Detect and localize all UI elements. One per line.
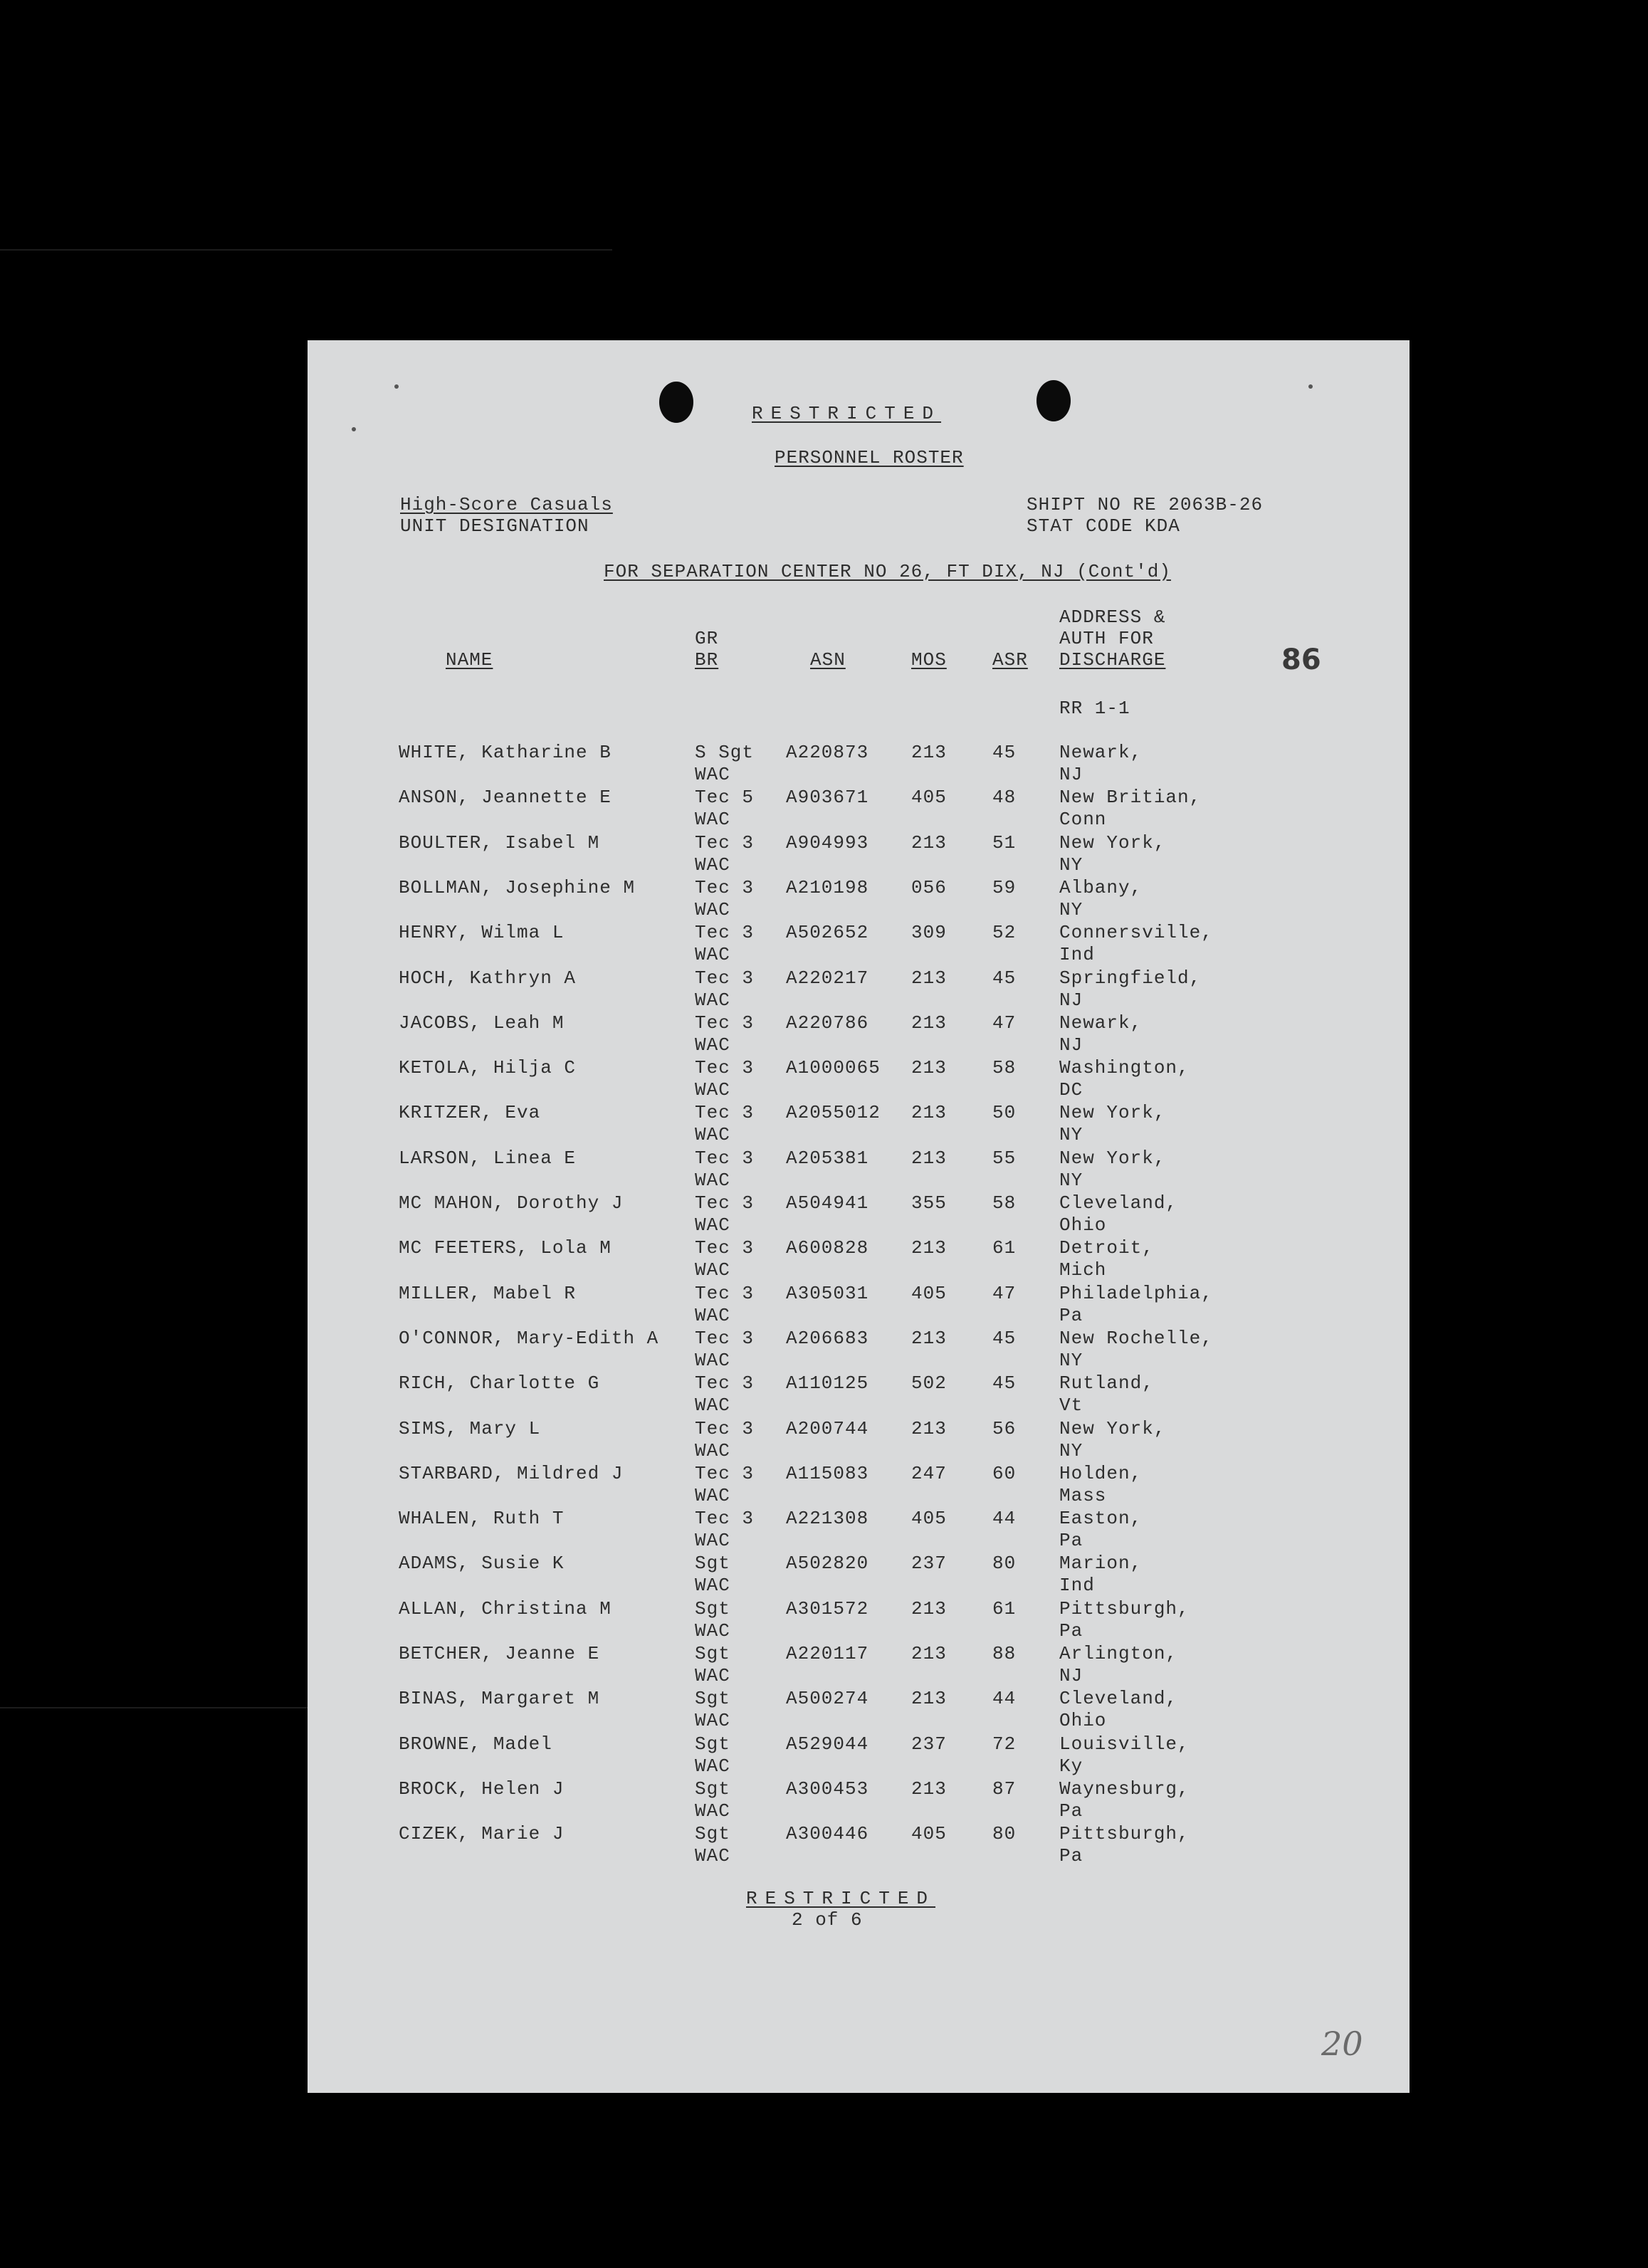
row-grade: Tec 3 bbox=[695, 1372, 755, 1395]
row-mos: 213 bbox=[911, 967, 947, 989]
row-name: RICH, Charlotte G bbox=[399, 1372, 600, 1395]
column-header-mos: MOS bbox=[911, 649, 947, 671]
row-asr: 58 bbox=[992, 1192, 1017, 1214]
row-asr: 56 bbox=[992, 1417, 1017, 1439]
row-city: Easton, bbox=[1059, 1508, 1143, 1530]
row-mos: 213 bbox=[911, 1597, 947, 1619]
row-state: Mich bbox=[1059, 1259, 1107, 1281]
row-city: New York, bbox=[1059, 1417, 1166, 1439]
table-row bbox=[308, 1418, 1410, 1463]
column-header-branch: BR bbox=[695, 649, 719, 671]
row-state: NY bbox=[1059, 898, 1083, 920]
stat-code: STAT CODE KDA bbox=[1027, 515, 1180, 537]
row-asn: A200744 bbox=[786, 1417, 869, 1439]
paper-speck bbox=[352, 427, 356, 431]
table-row bbox=[308, 1328, 1410, 1372]
row-state: Ohio bbox=[1059, 1214, 1107, 1236]
row-asr: 44 bbox=[992, 1688, 1017, 1710]
column-header-address-1: ADDRESS & bbox=[1059, 607, 1166, 628]
unit-designation-label: UNIT DESIGNATION bbox=[400, 515, 589, 537]
row-asr: 44 bbox=[992, 1508, 1017, 1530]
row-asr: 52 bbox=[992, 922, 1017, 944]
row-asn: A220217 bbox=[786, 967, 869, 989]
row-asn: A504941 bbox=[786, 1192, 869, 1214]
shipment-number: SHIPT NO RE 2063B-26 bbox=[1027, 494, 1264, 515]
table-row bbox=[308, 1688, 1410, 1733]
row-city: Rutland, bbox=[1059, 1372, 1154, 1395]
row-branch: WAC bbox=[695, 944, 730, 966]
row-name: WHALEN, Ruth T bbox=[399, 1508, 565, 1530]
row-state: NY bbox=[1059, 1439, 1083, 1461]
row-state: Ind bbox=[1059, 944, 1095, 966]
row-name: WHITE, Katharine B bbox=[399, 742, 612, 763]
table-row bbox=[308, 922, 1410, 967]
table-row bbox=[308, 1148, 1410, 1192]
row-branch: WAC bbox=[695, 898, 730, 920]
row-state: Mass bbox=[1059, 1484, 1107, 1506]
row-city: Newark, bbox=[1059, 742, 1143, 763]
row-grade: Tec 3 bbox=[695, 1417, 755, 1439]
row-asr: 51 bbox=[992, 831, 1017, 854]
paper-speck bbox=[1308, 384, 1313, 389]
row-state: Pa bbox=[1059, 1304, 1083, 1326]
row-city: Detroit, bbox=[1059, 1237, 1154, 1259]
row-state: NY bbox=[1059, 1349, 1083, 1371]
row-name: BOULTER, Isabel M bbox=[399, 831, 600, 854]
row-city: Washington, bbox=[1059, 1057, 1190, 1079]
row-grade: Tec 3 bbox=[695, 1057, 755, 1079]
row-grade: Tec 3 bbox=[695, 1192, 755, 1214]
row-asr: 58 bbox=[992, 1057, 1017, 1079]
row-mos: 213 bbox=[911, 1778, 947, 1800]
row-branch: WAC bbox=[695, 854, 730, 876]
row-asn: A305031 bbox=[786, 1282, 869, 1304]
table-row bbox=[308, 1012, 1410, 1057]
row-asr: 47 bbox=[992, 1012, 1017, 1034]
row-asr: 80 bbox=[992, 1553, 1017, 1575]
row-asn: A500274 bbox=[786, 1688, 869, 1710]
row-name: ANSON, Jeannette E bbox=[399, 787, 612, 809]
row-mos: 213 bbox=[911, 831, 947, 854]
row-city: Philadelphia, bbox=[1059, 1282, 1213, 1304]
row-grade: Sgt bbox=[695, 1553, 730, 1575]
row-name: BROCK, Helen J bbox=[399, 1778, 565, 1800]
column-header-address-2: AUTH FOR bbox=[1059, 628, 1154, 649]
row-branch: WAC bbox=[695, 1710, 730, 1732]
row-name: KETOLA, Hilja C bbox=[399, 1057, 577, 1079]
row-mos: 213 bbox=[911, 1102, 947, 1124]
table-row bbox=[308, 1733, 1410, 1778]
table-row bbox=[308, 1192, 1410, 1237]
row-name: MC FEETERS, Lola M bbox=[399, 1237, 612, 1259]
row-name: BETCHER, Jeanne E bbox=[399, 1643, 600, 1664]
row-asr: 45 bbox=[992, 967, 1017, 989]
row-grade: Tec 3 bbox=[695, 1102, 755, 1124]
row-name: JACOBS, Leah M bbox=[399, 1012, 565, 1034]
row-branch: WAC bbox=[695, 1124, 730, 1146]
row-asr: 80 bbox=[992, 1823, 1017, 1845]
row-mos: 309 bbox=[911, 922, 947, 944]
discharge-authority: RR 1-1 bbox=[1059, 698, 1130, 719]
row-asn: A210198 bbox=[786, 876, 869, 898]
row-state: Ohio bbox=[1059, 1710, 1107, 1732]
table-row bbox=[308, 1463, 1410, 1508]
table-row bbox=[308, 1778, 1410, 1823]
row-branch: WAC bbox=[695, 1395, 730, 1417]
column-header-grade: GR bbox=[695, 628, 719, 649]
row-mos: 213 bbox=[911, 1147, 947, 1169]
row-city: New Britian, bbox=[1059, 787, 1202, 809]
row-name: O'CONNOR, Mary-Edith A bbox=[399, 1327, 659, 1349]
row-grade: Sgt bbox=[695, 1823, 730, 1845]
row-grade: Tec 3 bbox=[695, 1327, 755, 1349]
row-asn: A206683 bbox=[786, 1327, 869, 1349]
row-city: Springfield, bbox=[1059, 967, 1202, 989]
row-branch: WAC bbox=[695, 1304, 730, 1326]
row-name: STARBARD, Mildred J bbox=[399, 1462, 624, 1484]
classification-footer: RESTRICTED bbox=[746, 1888, 936, 1909]
row-name: BINAS, Margaret M bbox=[399, 1688, 600, 1710]
row-branch: WAC bbox=[695, 989, 730, 1011]
row-grade: Sgt bbox=[695, 1597, 730, 1619]
table-row bbox=[308, 787, 1410, 831]
column-header-address-3: DISCHARGE bbox=[1059, 649, 1166, 671]
row-mos: 247 bbox=[911, 1462, 947, 1484]
page-stamp-number: 86 bbox=[1281, 644, 1321, 676]
row-grade: Sgt bbox=[695, 1688, 730, 1710]
row-city: Newark, bbox=[1059, 1012, 1143, 1034]
table-row bbox=[308, 1643, 1410, 1688]
page-number: 2 of 6 bbox=[792, 1909, 863, 1931]
row-mos: 213 bbox=[911, 742, 947, 763]
row-grade: Tec 3 bbox=[695, 1012, 755, 1034]
row-branch: WAC bbox=[695, 1575, 730, 1597]
destination-line: FOR SEPARATION CENTER NO 26, FT DIX, NJ (Cont'd) bbox=[604, 561, 1171, 582]
row-grade: Tec 3 bbox=[695, 1508, 755, 1530]
row-asn: A904993 bbox=[786, 831, 869, 854]
row-branch: WAC bbox=[695, 1259, 730, 1281]
row-branch: WAC bbox=[695, 1439, 730, 1461]
row-state: Pa bbox=[1059, 1845, 1083, 1867]
column-header-asr: ASR bbox=[992, 649, 1028, 671]
row-mos: 213 bbox=[911, 1643, 947, 1664]
row-city: Waynesburg, bbox=[1059, 1778, 1190, 1800]
row-city: Cleveland, bbox=[1059, 1688, 1178, 1710]
table-row bbox=[308, 1823, 1410, 1868]
row-mos: 213 bbox=[911, 1057, 947, 1079]
row-grade: Tec 3 bbox=[695, 876, 755, 898]
row-city: Holden, bbox=[1059, 1462, 1143, 1484]
row-name: KRITZER, Eva bbox=[399, 1102, 541, 1124]
row-state: Pa bbox=[1059, 1530, 1083, 1552]
row-asr: 45 bbox=[992, 1372, 1017, 1395]
table-row bbox=[308, 1553, 1410, 1597]
row-branch: WAC bbox=[695, 1079, 730, 1101]
row-state: Ky bbox=[1059, 1755, 1083, 1777]
row-branch: WAC bbox=[695, 1484, 730, 1506]
row-asn: A205381 bbox=[786, 1147, 869, 1169]
row-state: Pa bbox=[1059, 1619, 1083, 1642]
paper-speck bbox=[394, 384, 399, 389]
table-row bbox=[308, 1372, 1410, 1417]
table-row bbox=[308, 1508, 1410, 1553]
row-branch: WAC bbox=[695, 764, 730, 785]
row-city: Pittsburgh, bbox=[1059, 1823, 1190, 1845]
table-row bbox=[308, 1057, 1410, 1102]
row-name: ADAMS, Susie K bbox=[399, 1553, 565, 1575]
row-state: NY bbox=[1059, 1124, 1083, 1146]
row-asn: A502820 bbox=[786, 1553, 869, 1575]
row-asn: A220873 bbox=[786, 742, 869, 763]
row-asr: 61 bbox=[992, 1597, 1017, 1619]
handwritten-page-number: 20 bbox=[1321, 2025, 1363, 2063]
row-state: Conn bbox=[1059, 809, 1107, 831]
row-branch: WAC bbox=[695, 1214, 730, 1236]
row-city: Connersville, bbox=[1059, 922, 1213, 944]
row-asr: 72 bbox=[992, 1733, 1017, 1755]
row-mos: 355 bbox=[911, 1192, 947, 1214]
row-city: Louisville, bbox=[1059, 1733, 1190, 1755]
row-mos: 237 bbox=[911, 1733, 947, 1755]
row-state: NY bbox=[1059, 854, 1083, 876]
row-asn: A115083 bbox=[786, 1462, 869, 1484]
row-asn: A529044 bbox=[786, 1733, 869, 1755]
row-name: MILLER, Mabel R bbox=[399, 1282, 577, 1304]
row-branch: WAC bbox=[695, 1349, 730, 1371]
row-state: NJ bbox=[1059, 1665, 1083, 1686]
row-state: NJ bbox=[1059, 764, 1083, 785]
row-grade: Sgt bbox=[695, 1643, 730, 1664]
punch-hole-left bbox=[659, 382, 693, 423]
row-city: Albany, bbox=[1059, 876, 1143, 898]
row-name: SIMS, Mary L bbox=[399, 1417, 541, 1439]
row-name: LARSON, Linea E bbox=[399, 1147, 577, 1169]
row-asr: 45 bbox=[992, 1327, 1017, 1349]
roster-page bbox=[308, 340, 1410, 2093]
row-city: New York, bbox=[1059, 1147, 1166, 1169]
row-city: New York, bbox=[1059, 831, 1166, 854]
row-asr: 50 bbox=[992, 1102, 1017, 1124]
row-grade: Sgt bbox=[695, 1778, 730, 1800]
row-name: ALLAN, Christina M bbox=[399, 1597, 612, 1619]
row-city: Marion, bbox=[1059, 1553, 1143, 1575]
table-row bbox=[308, 1598, 1410, 1643]
row-state: NJ bbox=[1059, 1034, 1083, 1056]
row-asr: 59 bbox=[992, 876, 1017, 898]
row-mos: 405 bbox=[911, 1508, 947, 1530]
row-name: BOLLMAN, Josephine M bbox=[399, 876, 636, 898]
row-mos: 213 bbox=[911, 1012, 947, 1034]
table-row bbox=[308, 1102, 1410, 1147]
row-asr: 47 bbox=[992, 1282, 1017, 1304]
row-state: NY bbox=[1059, 1169, 1083, 1191]
row-name: MC MAHON, Dorothy J bbox=[399, 1192, 624, 1214]
row-city: New Rochelle, bbox=[1059, 1327, 1213, 1349]
row-branch: WAC bbox=[695, 1619, 730, 1642]
row-grade: Tec 3 bbox=[695, 831, 755, 854]
row-state: NJ bbox=[1059, 989, 1083, 1011]
table-row bbox=[308, 967, 1410, 1012]
row-branch: WAC bbox=[695, 1665, 730, 1686]
row-branch: WAC bbox=[695, 1530, 730, 1552]
row-asr: 88 bbox=[992, 1643, 1017, 1664]
row-grade: Tec 3 bbox=[695, 1282, 755, 1304]
row-mos: 237 bbox=[911, 1553, 947, 1575]
row-asr: 45 bbox=[992, 742, 1017, 763]
row-asn: A600828 bbox=[786, 1237, 869, 1259]
table-row bbox=[308, 877, 1410, 922]
row-asn: A300446 bbox=[786, 1823, 869, 1845]
unit-name: High-Score Casuals bbox=[400, 494, 613, 515]
row-name: BROWNE, Madel bbox=[399, 1733, 552, 1755]
row-asr: 55 bbox=[992, 1147, 1017, 1169]
row-mos: 213 bbox=[911, 1237, 947, 1259]
row-asn: A1000065 bbox=[786, 1057, 881, 1079]
row-asn: A301572 bbox=[786, 1597, 869, 1619]
column-header-asn: ASN bbox=[810, 649, 846, 671]
row-state: Ind bbox=[1059, 1575, 1095, 1597]
row-asn: A221308 bbox=[786, 1508, 869, 1530]
row-city: Cleveland, bbox=[1059, 1192, 1178, 1214]
row-name: CIZEK, Marie J bbox=[399, 1823, 565, 1845]
row-grade: S Sgt bbox=[695, 742, 755, 763]
classification-header: RESTRICTED bbox=[752, 403, 942, 424]
row-city: Arlington, bbox=[1059, 1643, 1178, 1664]
row-grade: Tec 3 bbox=[695, 1147, 755, 1169]
row-asr: 48 bbox=[992, 787, 1017, 809]
row-branch: WAC bbox=[695, 1755, 730, 1777]
row-city: Pittsburgh, bbox=[1059, 1597, 1190, 1619]
row-grade: Tec 3 bbox=[695, 1237, 755, 1259]
scan-artifact-line bbox=[0, 249, 612, 251]
row-name: HENRY, Wilma L bbox=[399, 922, 565, 944]
row-mos: 405 bbox=[911, 1823, 947, 1845]
row-grade: Tec 3 bbox=[695, 1462, 755, 1484]
row-asr: 87 bbox=[992, 1778, 1017, 1800]
row-name: HOCH, Kathryn A bbox=[399, 967, 577, 989]
row-branch: WAC bbox=[695, 1845, 730, 1867]
row-branch: WAC bbox=[695, 809, 730, 831]
row-grade: Tec 3 bbox=[695, 967, 755, 989]
row-asn: A300453 bbox=[786, 1778, 869, 1800]
table-row bbox=[308, 1283, 1410, 1328]
row-asn: A903671 bbox=[786, 787, 869, 809]
row-mos: 213 bbox=[911, 1688, 947, 1710]
row-asn: A110125 bbox=[786, 1372, 869, 1395]
row-asn: A502652 bbox=[786, 922, 869, 944]
row-asr: 60 bbox=[992, 1462, 1017, 1484]
table-row bbox=[308, 832, 1410, 877]
row-city: New York, bbox=[1059, 1102, 1166, 1124]
row-branch: WAC bbox=[695, 1800, 730, 1822]
row-asn: A220786 bbox=[786, 1012, 869, 1034]
column-header-name: NAME bbox=[446, 649, 493, 671]
row-grade: Sgt bbox=[695, 1733, 730, 1755]
row-state: Vt bbox=[1059, 1395, 1083, 1417]
row-mos: 502 bbox=[911, 1372, 947, 1395]
row-mos: 405 bbox=[911, 787, 947, 809]
row-asn: A2055012 bbox=[786, 1102, 881, 1124]
row-mos: 213 bbox=[911, 1327, 947, 1349]
document-title: PERSONNEL ROSTER bbox=[775, 447, 964, 468]
row-state: Pa bbox=[1059, 1800, 1083, 1822]
row-mos: 405 bbox=[911, 1282, 947, 1304]
row-branch: WAC bbox=[695, 1034, 730, 1056]
row-branch: WAC bbox=[695, 1169, 730, 1191]
table-row bbox=[308, 1237, 1410, 1282]
row-mos: 056 bbox=[911, 876, 947, 898]
row-asr: 61 bbox=[992, 1237, 1017, 1259]
row-grade: Tec 5 bbox=[695, 787, 755, 809]
row-grade: Tec 3 bbox=[695, 922, 755, 944]
table-row bbox=[308, 742, 1410, 787]
punch-hole-right bbox=[1036, 380, 1071, 421]
row-mos: 213 bbox=[911, 1417, 947, 1439]
row-asn: A220117 bbox=[786, 1643, 869, 1664]
row-state: DC bbox=[1059, 1079, 1083, 1101]
